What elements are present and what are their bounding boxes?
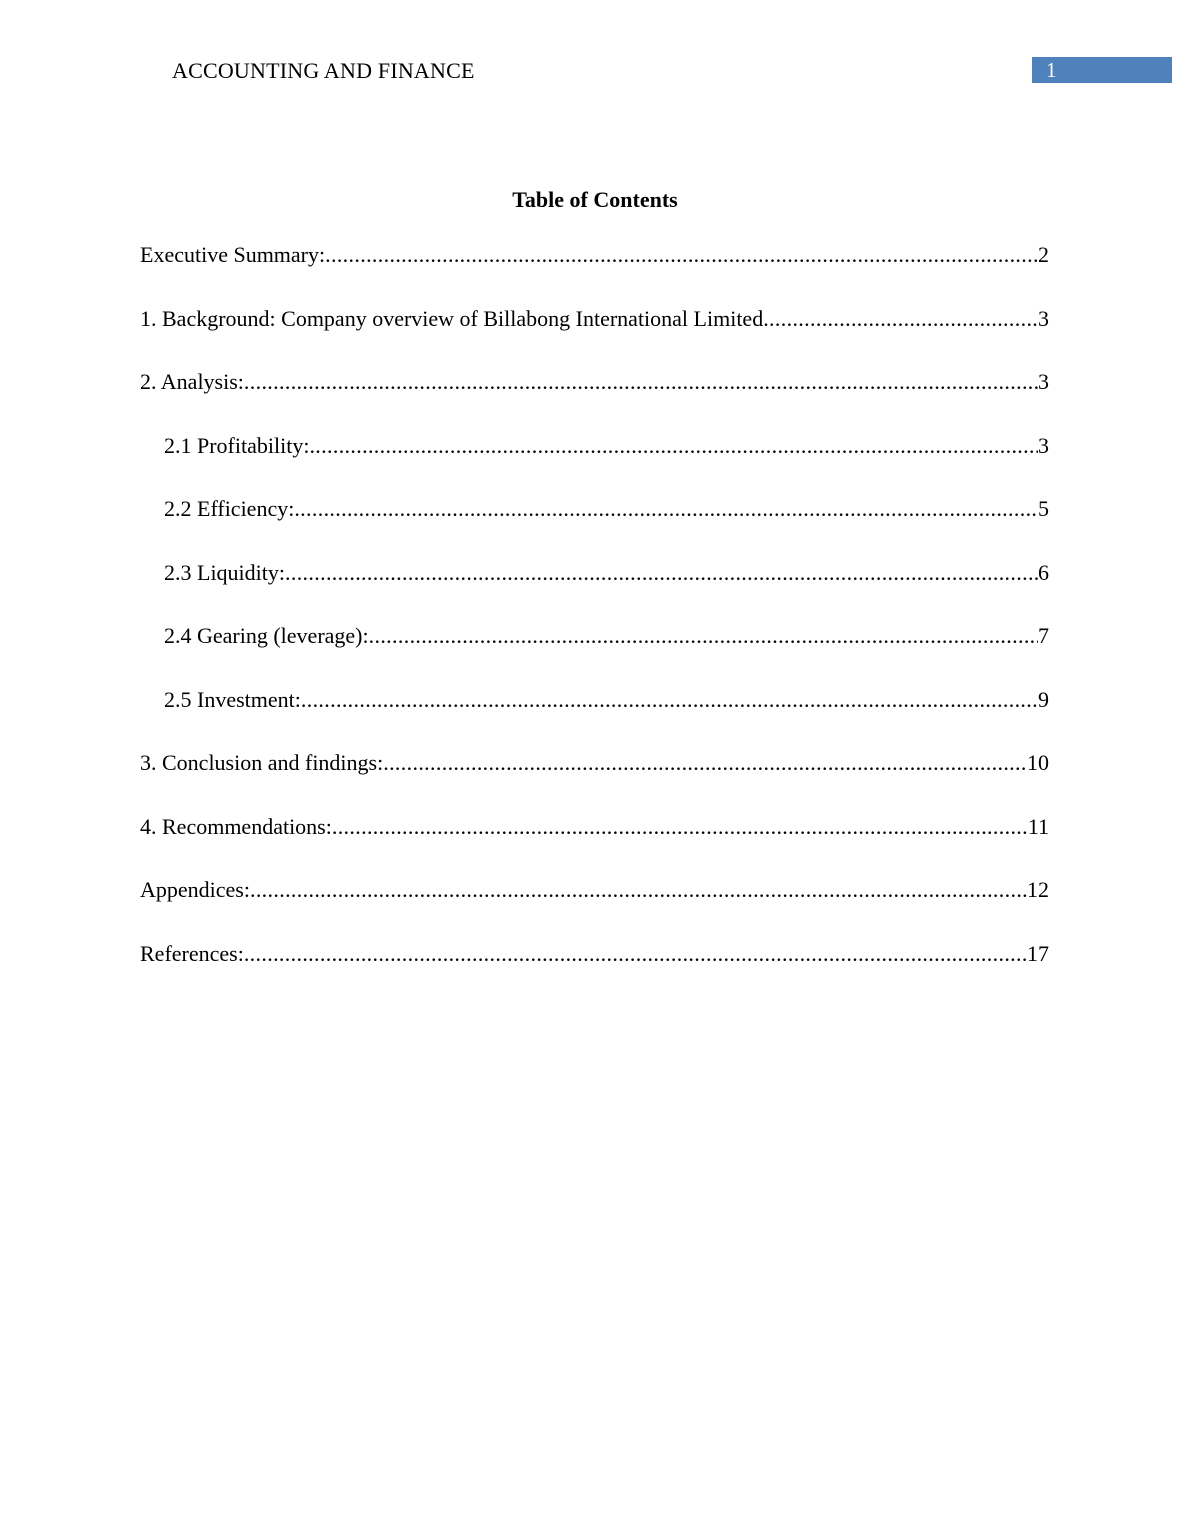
- toc-entry-analysis[interactable]: [140, 367, 1049, 431]
- toc-list: [140, 240, 1049, 1002]
- toc-dot-leader: [250, 875, 1027, 905]
- toc-entry-label: 2.5 Investment:: [164, 686, 301, 712]
- toc-entry-page: 7: [1038, 623, 1049, 648]
- toc-dot-leader: [369, 621, 1038, 651]
- toc-entry-page: 6: [1038, 559, 1049, 585]
- toc-entry-profitability[interactable]: [140, 431, 1049, 495]
- toc-heading: Table of Contents: [512, 187, 678, 212]
- toc-entry-page: 5: [1038, 496, 1049, 521]
- toc-entry-page: 3: [1038, 369, 1049, 394]
- toc-entry-page: 3: [1038, 432, 1049, 458]
- toc-entry-page: 3: [1038, 305, 1049, 331]
- toc-entry-investment[interactable]: [140, 685, 1049, 749]
- toc-entry-page: 11: [1027, 813, 1049, 839]
- toc-entry-page: 2: [1038, 242, 1049, 267]
- toc-entry-label: References:: [140, 940, 244, 966]
- toc-entry-label: 2. Analysis:: [140, 369, 244, 394]
- toc-entry-efficiency[interactable]: [140, 494, 1049, 558]
- toc-dot-leader: [383, 748, 1027, 778]
- toc-dot-leader: [309, 431, 1038, 461]
- toc-entry-label: 3. Conclusion and findings:: [140, 750, 384, 775]
- toc-dot-leader: [244, 939, 1027, 969]
- toc-entry-recommendations[interactable]: [140, 812, 1049, 876]
- toc-entry-gearing[interactable]: [140, 621, 1049, 685]
- toc-entry-liquidity[interactable]: [140, 558, 1049, 622]
- toc-dot-leader: [244, 367, 1038, 397]
- toc-entry-label: 2.2 Efficiency:: [164, 496, 295, 521]
- toc-entry-conclusion[interactable]: [140, 748, 1049, 812]
- toc-entry-executive-summary[interactable]: [140, 240, 1049, 304]
- toc-dot-leader: [301, 685, 1038, 715]
- toc-dot-leader: [763, 304, 1038, 334]
- toc-dot-leader: [325, 240, 1038, 270]
- toc-entry-label: 4. Recommendations:: [140, 813, 332, 839]
- toc-entry-page: 9: [1038, 686, 1049, 712]
- toc-entry-appendices[interactable]: [140, 875, 1049, 939]
- toc-entry-page: 12: [1027, 877, 1049, 902]
- toc-entry-label: 2.1 Profitability:: [164, 432, 310, 458]
- toc-entry-references[interactable]: [140, 939, 1049, 1003]
- toc-dot-leader: [285, 558, 1038, 588]
- toc-dot-leader: [294, 494, 1038, 524]
- page-number-badge: 1: [1032, 57, 1172, 83]
- toc-entry-label: Executive Summary:: [140, 242, 326, 267]
- toc-entry-page: 10: [1027, 750, 1049, 775]
- running-header-title: ACCOUNTING AND FINANCE: [172, 58, 475, 83]
- toc-entry-background[interactable]: [140, 304, 1049, 368]
- toc-dot-leader: [332, 812, 1028, 842]
- toc-entry-label: Appendices:: [140, 877, 250, 902]
- toc-entry-label: 1. Background: Company overview of Billabong International Limited: [140, 305, 764, 331]
- toc-entry-page: 17: [1027, 940, 1049, 966]
- toc-entry-label: 2.4 Gearing (leverage):: [164, 623, 369, 648]
- toc-entry-label: 2.3 Liquidity:: [164, 559, 285, 585]
